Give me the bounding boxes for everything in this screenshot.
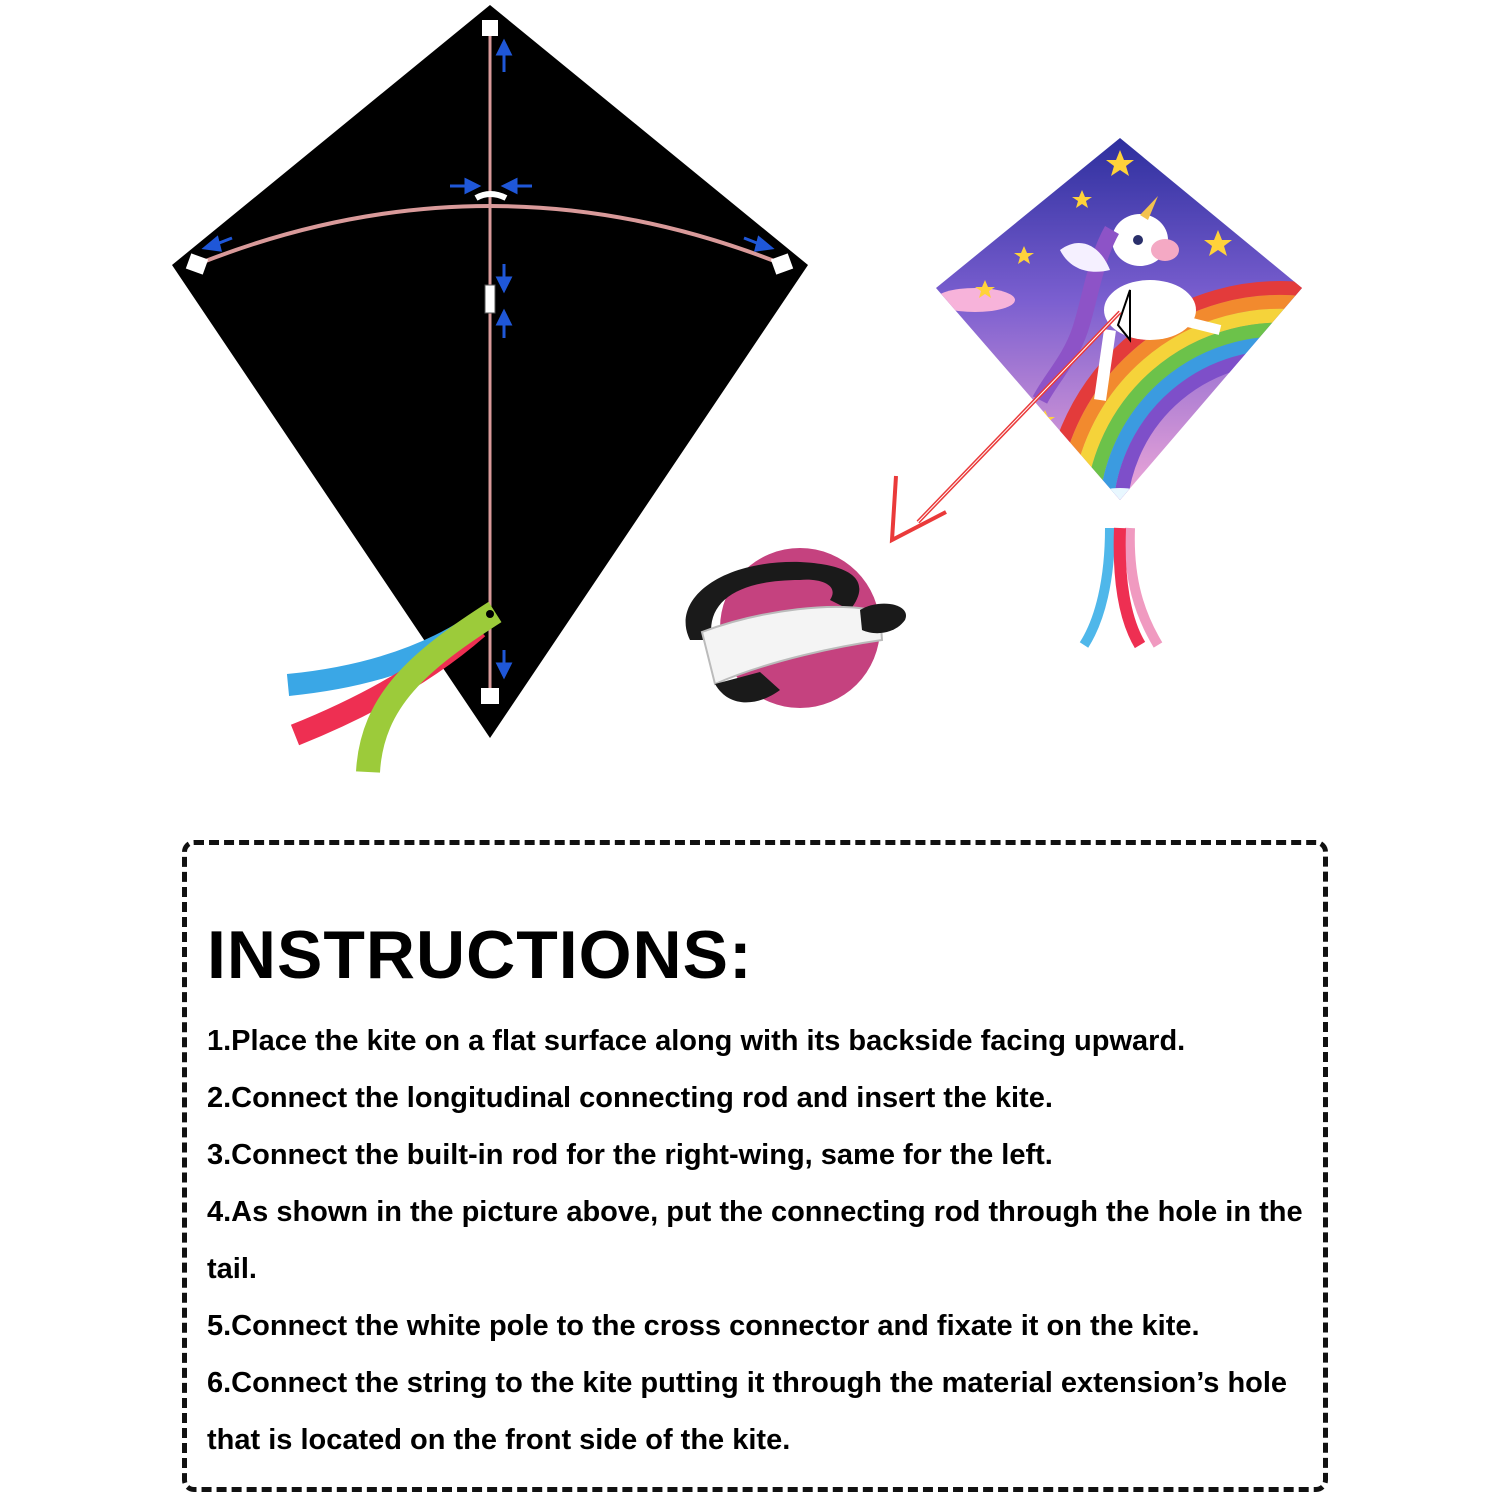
instruction-steps-list bbox=[207, 1013, 1327, 1469]
instructions-title: INSTRUCTIONS: bbox=[207, 917, 753, 993]
top-end-cap bbox=[482, 20, 498, 36]
instruction-step: 4.As shown in the picture above, put the connecting rod through the hole in the tail. bbox=[207, 1196, 1303, 1285]
winder-grip-right bbox=[860, 604, 906, 634]
spine-joint bbox=[485, 285, 495, 313]
instruction-step: 5.Connect the white pole to the cross connector and fixate it on the kite. bbox=[207, 1310, 1200, 1342]
instruction-step: 6.Connect the string to the kite putting it through the material extension’s hole that is located on the front side of the kite. bbox=[207, 1367, 1288, 1456]
instruction-step: 2.Connect the longitudinal connecting rod and insert the kite. bbox=[207, 1082, 1053, 1114]
string-winder bbox=[686, 548, 906, 708]
bottom-end-cap bbox=[481, 688, 499, 704]
unicorn-kite bbox=[935, 138, 1310, 645]
instruction-step: 3.Connect the built-in rod for the right-wing, same for the left. bbox=[207, 1139, 1053, 1171]
instructions-box bbox=[182, 840, 1328, 1492]
instruction-step: 1.Place the kite on a flat surface along with its backside facing upward. bbox=[207, 1025, 1186, 1057]
